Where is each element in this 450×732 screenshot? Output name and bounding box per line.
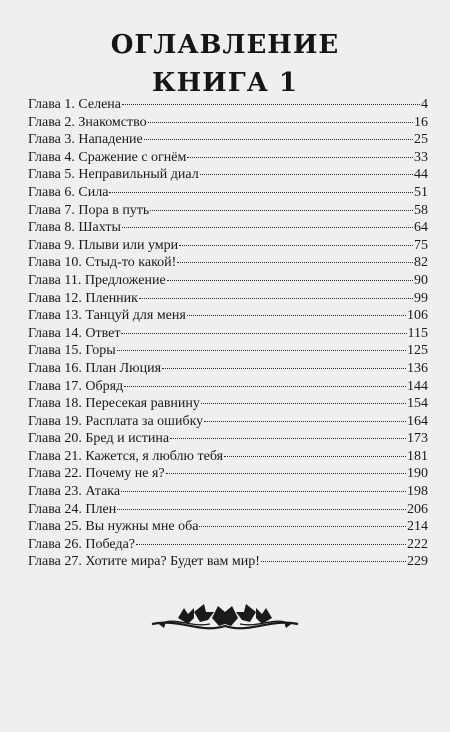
page-number: 82 — [414, 255, 428, 271]
dot-leader — [117, 350, 406, 351]
toc-entry — [28, 413, 428, 431]
chapter-title: Глава 7. Пора в путь — [28, 202, 150, 218]
chapter-title: Глава 19. Расплата за ошибку — [28, 413, 204, 429]
chapter-title: Глава 26. Победа? — [28, 536, 136, 552]
toc-entry — [28, 378, 428, 396]
dot-leader — [200, 174, 413, 175]
page-number: 164 — [407, 413, 428, 429]
toc-entry — [28, 501, 428, 519]
dot-leader — [109, 192, 413, 193]
dot-leader — [199, 526, 406, 527]
chapter-title: Глава 1. Селена — [28, 97, 122, 112]
page-number: 214 — [407, 519, 428, 535]
page-number: 173 — [407, 431, 428, 447]
toc-entry — [28, 536, 428, 554]
dot-leader — [170, 438, 406, 439]
page-number: 136 — [407, 360, 428, 376]
dot-leader — [122, 104, 420, 105]
chapter-title: Глава 12. Пленник — [28, 290, 138, 306]
toc-entry — [28, 342, 428, 360]
chapter-title: Глава 27. Хотите мира? Будет вам мир! — [28, 554, 260, 570]
page-number: 144 — [407, 378, 428, 394]
chapter-title: Глава 4. Сражение с огнём — [28, 149, 187, 165]
page-number: 25 — [414, 132, 428, 148]
dot-leader — [144, 139, 413, 140]
toc-entry — [28, 465, 428, 483]
chapter-title: Глава 11. Предложение — [28, 272, 166, 288]
page-number: 75 — [414, 237, 428, 253]
dot-leader — [148, 122, 413, 123]
dot-leader — [201, 403, 406, 404]
dot-leader — [121, 333, 406, 334]
page-number: 154 — [407, 396, 428, 412]
page-number: 99 — [414, 290, 428, 306]
dot-leader — [224, 456, 406, 457]
toc-entry — [28, 325, 428, 343]
dot-leader — [187, 157, 413, 158]
chapter-title: Глава 18. Пересекая равнину — [28, 396, 200, 412]
toc-entry — [28, 448, 428, 466]
dot-leader — [177, 262, 413, 263]
page-number: 181 — [407, 448, 428, 464]
toc-entry — [28, 96, 428, 114]
chapter-title: Глава 13. Танцуй для меня — [28, 308, 186, 324]
chapter-title: Глава 10. Стыд-то какой! — [28, 255, 177, 271]
toc-entry — [28, 290, 428, 308]
page-number: 190 — [407, 466, 428, 482]
page-number: 4 — [421, 97, 428, 112]
page-number: 229 — [407, 554, 428, 570]
dot-leader — [166, 473, 406, 474]
toc-entry — [28, 483, 428, 501]
page-number: 106 — [407, 308, 428, 324]
page-number: 64 — [414, 220, 428, 236]
chapter-title: Глава 25. Вы нужны мне оба — [28, 519, 199, 535]
dot-leader — [136, 544, 406, 545]
page-number: 222 — [407, 536, 428, 552]
dot-leader — [167, 280, 413, 281]
dot-leader — [121, 491, 406, 492]
toc-entry — [28, 219, 428, 237]
toc-entry — [28, 237, 428, 255]
page-number: 33 — [414, 149, 428, 165]
chapter-title: Глава 17. Обряд — [28, 378, 124, 394]
toc-entry — [28, 395, 428, 413]
toc-entry — [28, 184, 428, 202]
chapter-title: Глава 24. Плен — [28, 501, 117, 517]
toc-entry — [28, 553, 428, 571]
toc-entry — [28, 272, 428, 290]
toc-entry — [28, 307, 428, 325]
page-number: 58 — [414, 202, 428, 218]
chapter-title: Глава 6. Сила — [28, 184, 109, 200]
chapter-title: Глава 14. Ответ — [28, 325, 121, 341]
toc-entry — [28, 114, 428, 132]
chapter-title: Глава 15. Горы — [28, 343, 116, 359]
book-heading: КНИГА 1 — [151, 68, 299, 98]
page-number: 44 — [414, 167, 428, 183]
page-number: 125 — [407, 343, 428, 359]
dot-leader — [117, 509, 406, 510]
dot-leader — [204, 421, 406, 422]
chapter-title: Глава 3. Нападение — [28, 132, 143, 148]
contents-heading: ОГЛАВЛЕНИЕ — [110, 30, 340, 60]
page-number: 206 — [407, 501, 428, 517]
toc-entry — [28, 518, 428, 536]
toc-entry — [28, 149, 428, 167]
dot-leader — [150, 210, 413, 211]
toc-entry — [28, 360, 428, 378]
toc-entry — [28, 430, 428, 448]
chapter-title: Глава 21. Кажется, я люблю тебя — [28, 448, 224, 464]
chapter-title: Глава 22. Почему не я? — [28, 466, 165, 482]
page-number: 51 — [414, 184, 428, 200]
page-number: 198 — [407, 484, 428, 500]
chapter-title: Глава 8. Шахты — [28, 220, 121, 236]
chapter-title: Глава 2. Знакомство — [28, 114, 147, 130]
toc-entry — [28, 131, 428, 149]
chapter-title: Глава 20. Бред и истина — [28, 431, 170, 447]
page-number: 115 — [407, 325, 428, 341]
chapter-title: Глава 16. План Люция — [28, 360, 162, 376]
dot-leader — [124, 386, 406, 387]
dot-leader — [162, 368, 406, 369]
table-of-contents — [28, 96, 428, 571]
dot-leader — [187, 315, 406, 316]
toc-entry — [28, 254, 428, 272]
page-number: 90 — [414, 272, 428, 288]
holly-divider-icon — [150, 598, 300, 638]
dot-leader — [179, 245, 413, 246]
dot-leader — [261, 561, 406, 562]
chapter-title: Глава 23. Атака — [28, 484, 121, 500]
chapter-title: Глава 9. Плыви или умри — [28, 237, 179, 253]
dot-leader — [122, 227, 413, 228]
toc-entry — [28, 166, 428, 184]
chapter-title: Глава 5. Неправильный диал — [28, 167, 199, 183]
dot-leader — [139, 298, 413, 299]
page-number: 16 — [414, 114, 428, 130]
toc-entry — [28, 202, 428, 220]
